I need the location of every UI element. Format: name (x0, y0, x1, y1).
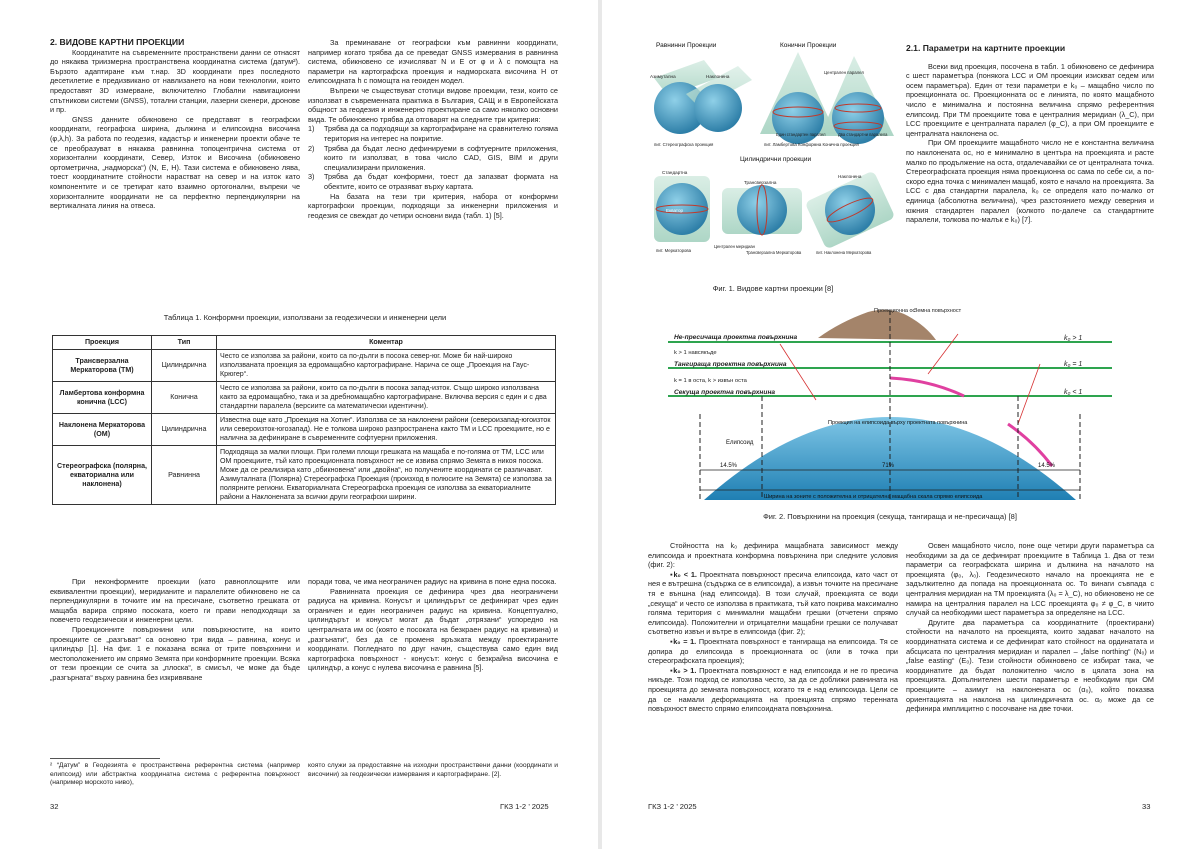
globe-icon (825, 185, 875, 235)
table-cell: Цилиндрична (152, 350, 217, 382)
table-header: Проекция (53, 336, 152, 350)
footnote: ² “Датум” в Геодезията е пространствена референтна система (например елипсоид) или абстрактна координатна система с референтна повърхност (например морското ниво), (50, 762, 300, 787)
figure-1-caption: Фиг. 1. Видове картни проекции [8] (712, 284, 834, 293)
section-heading: 2. ВИДОВЕ КАРТНИ ПРОЕКЦИИ (50, 37, 185, 47)
two-parallels-label: Два стандартни паралела (838, 132, 888, 137)
left-column-3 (50, 577, 300, 683)
azimuthal-label: Азимутална (650, 74, 676, 79)
list-item: 1) Трябва да са подходящи за картографиране на сравнително голяма територия на интерес на покритие. (308, 124, 558, 143)
one-parallel-label: Един стандартен паралел (776, 132, 826, 137)
table-row (53, 446, 556, 505)
paragraph: Другите два параметъра са координатните (проектирани) стойности на началото на проекцията, които задават началото на координатната система и се дефинират като стойност на ординатата и абсцисата по централния меридиан и паралел – „false northing“ (N₀) и „false easting“ (E₀). Тези стойности обикновено се избират така, че координатите да бъдат положително число в цялата зона на проекцията. Допълнителен шести параметър е необходим при ОМ проекциите – азимут на наклонената ос (α₀), който показва ориентацията на наклона на цилиндричната ос. α₀ може да се дефинира имплицитно с посочване на две точки. (906, 617, 1154, 714)
secant-label: Секуща проектна повърхнина (674, 389, 776, 396)
table-caption: Таблица 1. Конформни проекции, използвани за геодезически и инженерни цели (163, 313, 447, 322)
table-header: Тип (152, 336, 217, 350)
table-cell: Често се използва за райони, които са по-дълги в посока запад-изток. Също широко използвана както за едромащабно, така и за дребномащабно картографиране. Включва версия с един и с два стандартни паралела (версиите са математически идентични). (217, 382, 556, 414)
central-parallel-label: Централен паралел (824, 70, 864, 75)
right-page (602, 0, 1200, 849)
criteria-list (308, 124, 558, 191)
globe-icon (737, 185, 787, 235)
paragraph: Проекционните повърхнини или повърхностите, на които проекциите се „разгъват“ са основно три вида – равнина, конус и цилиндър [1]. На фиг. 1 е показана всяка от трите повърхнини и местоположението им спрямо Земята при конформните проекции. Всяка от тези проекции се счита за „плоска“, в смисъл, че може да бъде „разгърната“ върху равнина без изкривяване (50, 624, 300, 682)
central-meridian-label: Централен меридиан (714, 244, 755, 249)
table-row (53, 382, 556, 414)
table-cell: Трансверзална Меркаторова (ТМ) (53, 350, 152, 382)
footnote-separator (50, 758, 160, 759)
k0-lt-label: k₀ < 1 (1064, 389, 1083, 396)
right-column-2 (648, 541, 898, 714)
paragraph: поради това, че има неограничен радиус на кривина в поне една посока. (308, 577, 557, 586)
list-item: ▪k₀ = 1. Проектната повърхност е тангираща на елипсоида. Тя се допира до елипсоида в проекционната ос (или в точка при стереографската проекция); (648, 636, 898, 666)
list-item: 3) Трябва да бъдат конформни, тоест да запазват формата на обектите, които се отразяват върху картата. (308, 172, 558, 191)
journal-label: ГКЗ 1-2 ’ 2025 (500, 802, 549, 811)
paragraph: При неконформните проекции (като равноплощните или еквивалентни проекции), меридианите и паралелите обикновено не са перпендикулярни в точките им на пресичане, съответно грешката от мащаба варира спрямо посоката, което ги прави неподходящи за повечето геодезически и инженерни цели. (50, 577, 300, 625)
projection-label: Проекция на елипсоида върху проектната повърхнина (828, 420, 968, 426)
list-item: ▪k₀ < 1. Проектната повърхност пресича елипсоида, като част от нея е вътрешна (съдържа се в елипсоида), а извън точките на пресичане тя е външна (над елипсоида). В този случай, проекцията се води „секуща“ и често се използва в практиката, тъй като покрива максимално голяма територия с минимални мащабни грешки (отчетени спрямо елипсоида). Положителни и отрицателни мащабни грешки се получават съответно извън и вътре в елипсоида (фиг. 2); (648, 569, 898, 637)
table-cell: Наклонена Меркаторова (ОМ) (53, 414, 152, 446)
paragraph: Равнинната проекция се дефинира чрез два неограничени радиуса на кривина. Конусът и цилиндърът се дефинират чрез един ограничен и един неограничен радиус на кривина. Концептуално, цилиндърът и конусът могат да бъдат „отрязани“ успоредно на централната им ос (която е посоката на безкраен радиус на кривина) и „разгънати“, без да се променя връзката между проектираните координати. Погледнато по друг начин, съществува само един вид картографска повърхност - конусът: конус с безкрайна височина е цилиндър, а конус с нулева височина е равнина [5]. (308, 586, 558, 673)
footnote-continued: която служи за предоставяне на изходни пространствени данни (координати и височини) за геодезически измервания и картографиране. [2]. (308, 762, 558, 778)
paragraph: Всеки вид проекция, посочена в табл. 1 обикновено се дефинира с шест параметъра (понякога LCC и OM проекции изискват седем или осем параметъра). Един от тези параметри е k₀ – мащабно число по проекционната ос. Проекционната ос е линията, по която мащабното число е минимална и постоянна величина спрямо референтния елипсоид. При ТМ проекциите това е централния меридиан (λ_C), при LCC проекциите е централната паралел (φ_C), а при ОМ проекциите е централната наклонена ос. (906, 61, 1154, 138)
paragraph: На базата на тези три критерия, набора от конформни картографски проекции, подходящи за инженерни приложения и геодезия се свеждат до четири основни вида (табл. 1) [5]. (308, 191, 558, 220)
paragraph: Стойността на k₀ дефинира мащабната зависимост между елипсоида и проектната конформна повърхнина при следните условия (фиг. 2): (648, 541, 898, 570)
non-intersecting-label: Не-пресичаща проектна повърхнина (674, 334, 798, 341)
stereo-label: пит. Стереографска проекция (654, 142, 714, 147)
earth-surface-shape (818, 310, 936, 340)
subsection-heading: 2.1. Параметри на картните проекции (906, 43, 1066, 53)
globe-icon (694, 84, 742, 132)
equator-label: Екватор (666, 208, 684, 213)
list-item: ▪k₀ > 1. Проектната повърхност е над елипсоида и не го пресича никъде. Този подход се използва често, за да се доближи равнината на проекцията до земната повърхност, когато тя е над елипсоида. Цели се да се намали деформацията на проекцията спрямо теренната повърхност вместо спрямо елипсоидната повърхнина. (648, 665, 898, 714)
right-column-3 (906, 541, 1154, 714)
journal-label: ГКЗ 1-2 ’ 2025 (648, 802, 697, 811)
standard-label: Стандартна (662, 170, 688, 175)
figure-1-projections (648, 38, 898, 278)
paragraph: Въпреки че съществуват стотици видове проекции, тези, които се използват в съвременната практика в България, САЩ и в Европейската общност за геодезия и инженерно проектиране са само няколко основни вида. Те обикновено трябва да отговарят на следните три критерия: (308, 85, 558, 124)
figure-2-projection-surfaces (668, 304, 1112, 506)
page-number: 32 (50, 802, 59, 811)
pct-left-label: 14.5% (720, 463, 738, 469)
left-column-4 (308, 577, 558, 673)
left-page (0, 0, 598, 849)
table-row (53, 350, 556, 382)
table-row (53, 414, 556, 446)
mercator-label: пит. Меркаторова (656, 248, 691, 253)
oblique-label: Наклонена (706, 74, 730, 79)
k-mixed-label: k = 1 в оста, k > извън оста (674, 378, 747, 384)
table-cell: Стереографска (полярна, екваториална или наклонена) (53, 446, 152, 505)
tr-mercator-label: Трансверзална Меркаторова (746, 250, 802, 255)
table-cell: Равнинна (152, 446, 217, 505)
left-column-1 (50, 38, 300, 211)
table-cell: Подходяща за малки площи. При големи площи грешката на мащаба е по-голяма от ТМ, LCC или ОМ проекциите, тъй като проекционната повърхност не се извива спрямо Земята в никоя посока. Може да се реализира като „обикновена“ или „двойна“, но получените координати се различават. Азимуталната (Полярна) Стереографска Проекция (произход в полюсите на Земята) се използва за полярните региони. Екваториалната Стереографска проекция се използва за екваториалните райони а Наклонената за всички други географски ширини. (217, 446, 556, 505)
ellipsoid-label: Елипсоид (726, 440, 754, 446)
lambert-label: пит. Ламбертова Конформна Конична проекция (764, 142, 859, 147)
conic-label: Конични Проекции (780, 42, 837, 49)
projections-table (52, 335, 556, 505)
table-cell: Ламбертова конформна конична (LCC) (53, 382, 152, 414)
figure-2-caption: Фиг. 2. Повърхнини на проекция (секуща, тангираща и не-пресичаща) [8] (763, 512, 1017, 521)
proj-axis-label: Проекционна ос (874, 308, 916, 314)
cylindrical-label: Цилиндрични проекции (740, 156, 812, 163)
tangent-label: Тангираща проектна повърхнина (674, 361, 787, 368)
red-line (1018, 364, 1040, 424)
paragraph: При ОМ проекциите мащабното число не е константна величина по наклонената ос, но е минимално в центъра на проекцията и расте малко по продължение на оста, отдалечавайки се от централната точка. Стереографската проекция няма проекционна ос сама по себе си, а по-скоро една точка с минимален мащаб, която е начало на проекцията. За LCC с два стандартни паралела, k₀ се определя като по-малко от единица (абсолютна величина), чрез разстоянието между северния и южния стандартен паралел (колкото по-далече са стандартните паралели, толкова по-малък е k₀) [7]. (906, 138, 1154, 225)
oblique-cyl-label: Наклонена (838, 174, 862, 179)
table-header: Коментар (217, 336, 556, 350)
planar-label: Равнинни Проекции (656, 42, 717, 49)
list-item: 2) Трябва да бъдат лесно дефинируеми в софтуерните приложения, които ги използват, в това число CAD, GIS, BIM и други специализирани приложения. (308, 143, 558, 172)
pct-mid-label: 71% (882, 463, 895, 469)
pct-right-label: 14.5% (1038, 463, 1056, 469)
page-number: 33 (1142, 802, 1151, 811)
earth-surface-label: Земна повърхност (914, 308, 962, 314)
k0-eq-label: k₀ = 1 (1064, 361, 1083, 368)
k0-gt-label: k₀ > 1 (1064, 335, 1083, 342)
paragraph: Координатите на съвременните пространствени данни се отнасят до някаква триизмерна пространствена координатна система (датум²). Бързото адаптиране към т.нар. 3D координати през последното десетилетие е предизвикано от навлизането на нови технологии, които предоставят 3D измерване, включително Глобални навигационни спътникови системи (GNSS), тотални станции, лазерни скенери, дронове и пр. (50, 47, 300, 115)
table-cell: Конична (152, 382, 217, 414)
transverse-label: Трансверзална (744, 180, 777, 185)
table-cell: Цилиндрична (152, 414, 217, 446)
magenta-arc (890, 378, 964, 396)
table-cell: Често се използва за райони, които са по-дълги в посока север-юг. Може би най-широко използваната проекция за едромащабно картографиране. Нарича се още „Проекция на Гаус-Крюгер“. (217, 350, 556, 382)
paragraph: GNSS данните обикновено се представят в географски координати, географска ширина, дължина и елипсоидна височина (φ,λ,h). За работа по геодезия, кадастър и инженерни проекти обаче те се преобразуват в някаква равнинна топоцентрична система от хоризонтални координати, Север, Изток и Височина (обикновено ортометрична, „надморска“) (N, E, H). Тази система е обикновено лява, тоест координатните стойности нарастват на север и на изток като компонентите и се третират като взаимно ортогонални, въпреки че хоризонталните координати не са перфектно перпендикулярни на вертикалната линия на отвеса. (50, 114, 300, 211)
width-label: Ширина на зоните с положителна и отрицателна мащабна скала спрямо елипсоида (764, 494, 983, 500)
paragraph: За преминаване от географски към равнинни координати, например когато трябва да се преведат GNSS измервания в равнинна система, обикновено се изчисляват N и E от φ и λ с помощта на параметри на картографска проекция и надморската височина H от елипсоидната h с помощта на геоиден модел. (308, 38, 558, 86)
table-cell: Известна още като „Проекция на Хотин“. Използва се за наклонени райони (североизапад-югоизток или североизток-югозапад). Не е толкова широко разпространена както ТМ и LCC проекциите, но е налична за дефиниране в съвременните софтуерни приложения. (217, 414, 556, 446)
paragraph: Освен мащабното число, поне още четири други параметъра са необходими за да се дефинират проекциите в Таблица 1. Два от тези параметри са географската ширина и дължина на началото на проекцията (φ₀, λ₀). Геодезическото начало на проекцията не е задължително да попада на проекционната ос. То винаги съвпада с централния меридиан на ТМ проекцията (λ₀ = λ_C), но обикновено не се намира на централния паралел на LCC проекцията φ₀ ≠ φ_C, в чиито случай са необходими шест параметъра за определяне на LCC. (906, 541, 1154, 618)
right-column-1 (906, 44, 1154, 225)
obl-mercator-label: пит. Наклонена Меркаторова (816, 250, 872, 255)
table-header-row (53, 336, 556, 350)
k-gt-label: k > 1 навсякъде (674, 350, 717, 356)
left-column-2 (308, 38, 558, 220)
